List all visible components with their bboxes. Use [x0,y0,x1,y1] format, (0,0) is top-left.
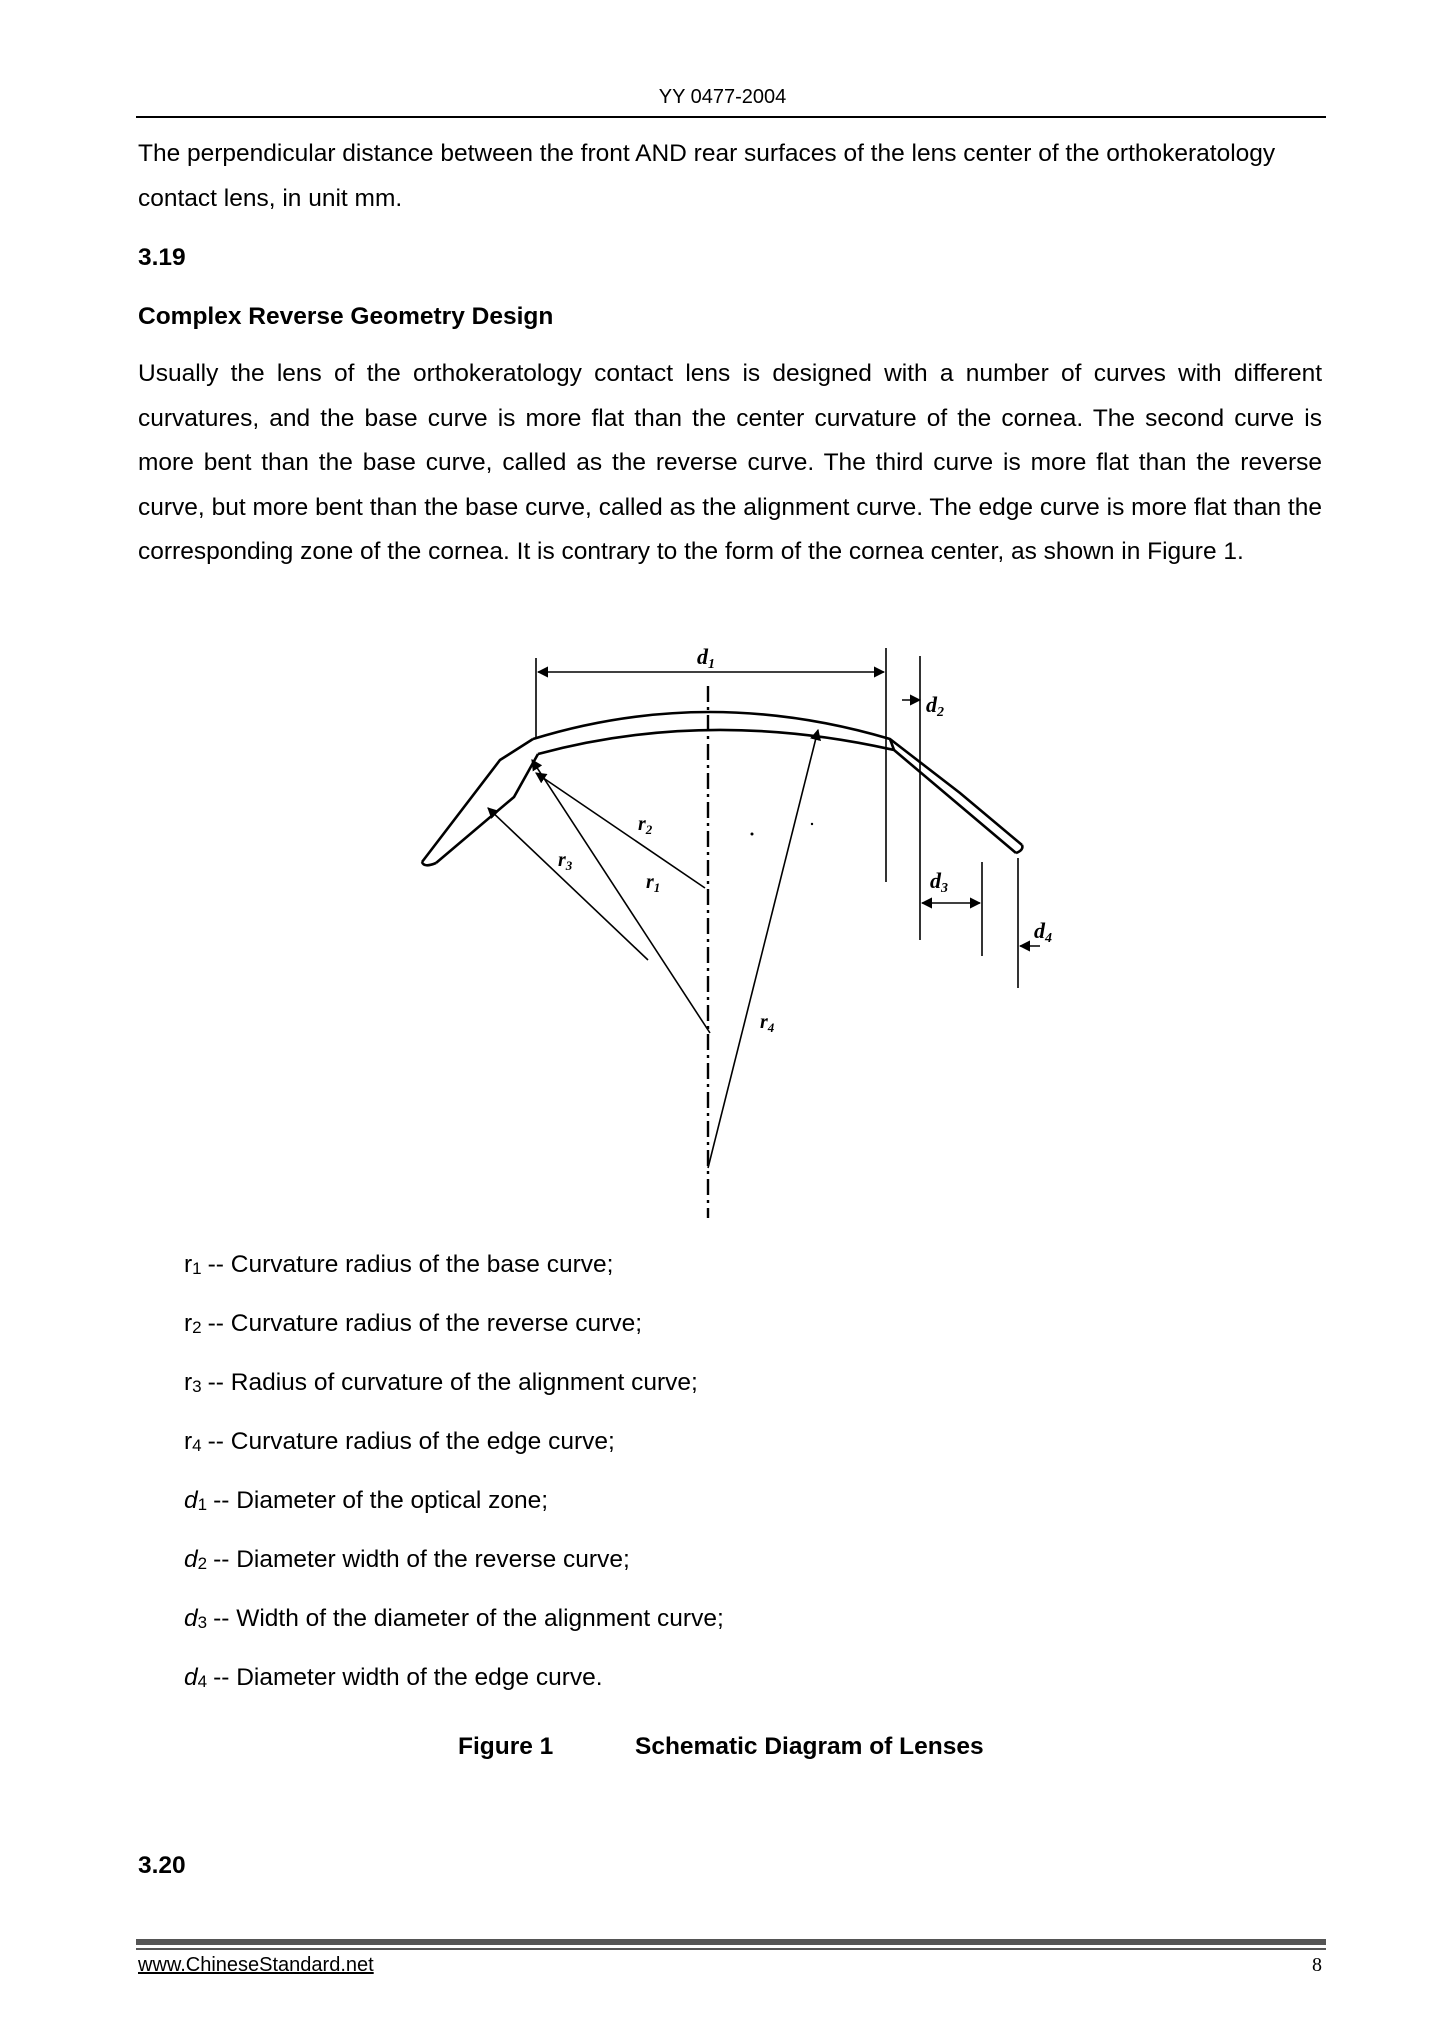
standard-code-header: YY 0477-2004 [658,86,787,108]
legend-item-d4: d4 -- Diameter width of the edge curve. [184,1664,603,1691]
section-title-3-19: Complex Reverse Geometry Design [138,303,554,330]
lens-right-tip [1016,845,1022,853]
intro-paragraph: The perpendicular distance between the front AND rear surfaces of the lens center of the orthokeratology contact lens, in unit mm. [138,140,1276,212]
label-r1: $r_1$ [646,871,661,895]
r3-radius-line [488,808,648,960]
legend-item-d3: d3 -- Width of the diameter of the alignment curve; [184,1605,724,1632]
label-d2: d2 [926,692,944,720]
legend-item-r2: r2 -- Curvature radius of the reverse curve; [184,1310,643,1337]
label-d4: d4 [1034,918,1052,946]
figure-caption-label: Figure 1 [458,1733,554,1760]
legend-item-r4: r4 -- Curvature radius of the edge curve; [184,1428,615,1455]
lens-back-surface [538,730,1016,853]
speck [811,823,813,825]
legend-item-r3: r3 -- Radius of curvature of the alignment curve; [184,1369,698,1396]
speck [751,833,754,836]
section-number-3-19: 3.19 [138,244,186,271]
lens-left-tip [422,862,436,865]
section-body-3-19: Usually the lens of the orthokeratology contact lens is designed with a number of curves with different curvatures, and the base curve is more flat than the center curvature of the cornea. The second curve is more bent than the base curve, called as the reverse curve. The third curve is more flat than the reverse curve, but more bent than the base curve, called as the alignment curve. The edge curve is more flat than the corresponding zone of the cornea. It is contrary to the form of the cornea center, as shown in Figure 1. [138,360,1322,565]
footer-rule-thin [136,1948,1326,1950]
lens-schematic-diagram [400,648,1080,1228]
legend-item-d1: d1 -- Diameter of the optical zone; [184,1487,549,1514]
figure-caption-title: Schematic Diagram of Lenses [635,1733,984,1760]
legend-item-r1: r1 -- Curvature radius of the base curve; [184,1251,614,1278]
header-rule [136,116,1326,118]
lens-left-front-edge [422,739,533,862]
label-r2: $r_2$ [638,813,653,837]
lens-left-back-edge [436,754,538,863]
label-r3: $r_3$ [558,849,573,873]
footer-rule-thick [136,1939,1326,1945]
r1-radius-line [532,760,710,1033]
legend-item-d2: d2 -- Diameter width of the reverse curve; [184,1546,630,1573]
label-d1: d1 [697,648,715,672]
label-d3: d3 [930,868,948,896]
footer-page-number: 8 [1312,1954,1322,1976]
r4-radius-line [708,730,818,1168]
figure-legend [184,1250,724,1722]
footer-site-link[interactable]: www.ChineseStandard.net [138,1954,374,1976]
section-number-3-20: 3.20 [138,1852,186,1879]
label-r4: $r_4$ [760,1011,775,1035]
